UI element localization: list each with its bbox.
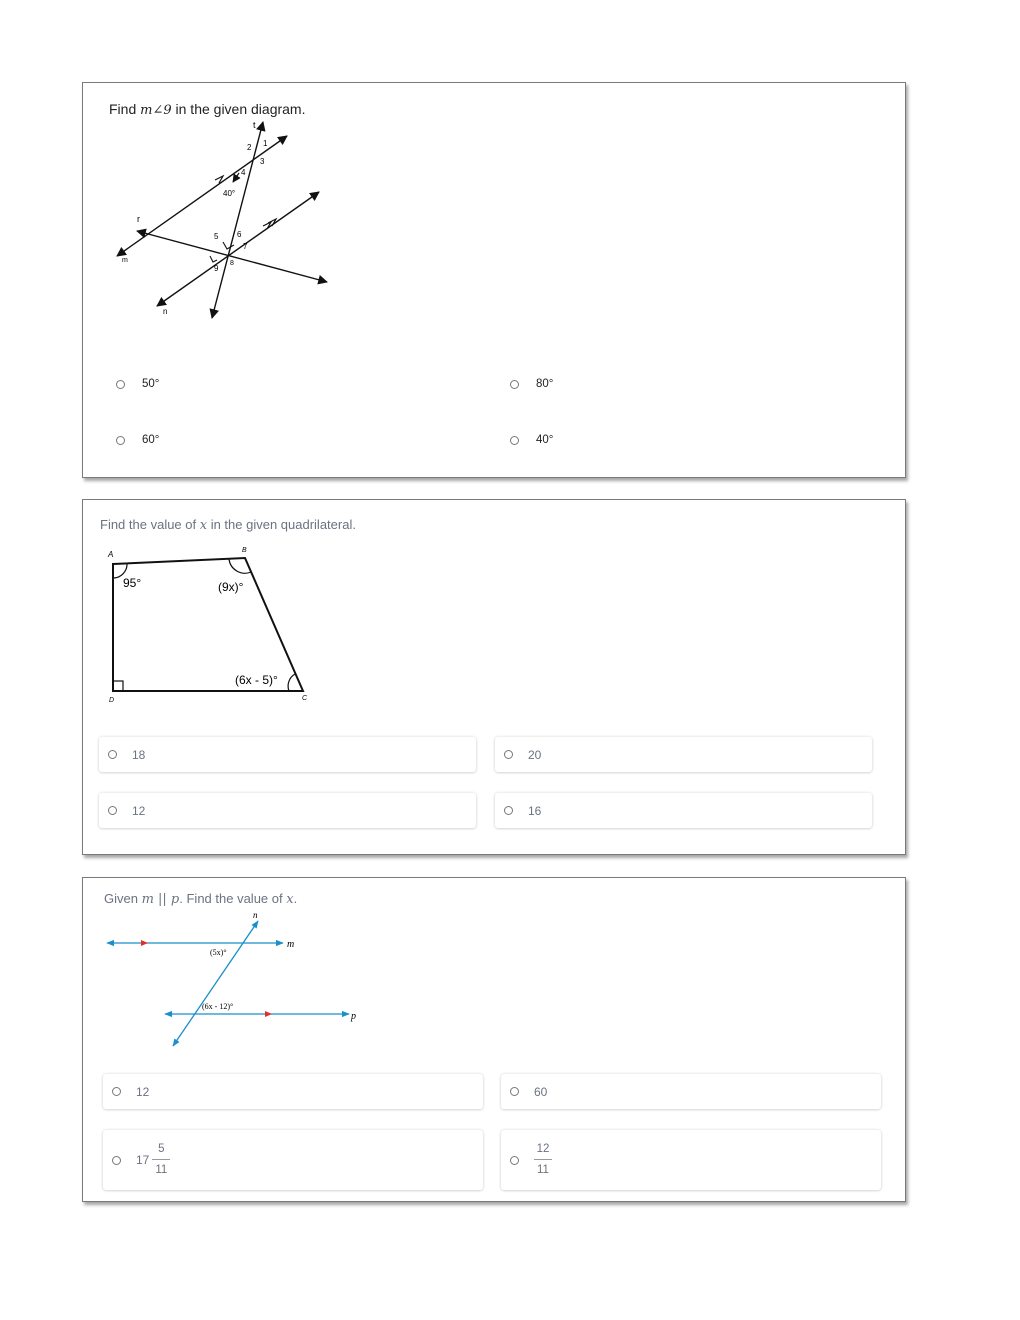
angle-a-label: 95° [123,576,142,590]
radio-button[interactable] [510,1156,519,1165]
angle-label-5: 5 [214,232,219,241]
angle-label-6: 6 [237,230,242,239]
angle-bottom-label: (6x - 12)° [202,1002,234,1011]
angle-top-label: (5x)° [210,948,227,957]
line-label-t: t [253,120,256,130]
answer-option-a[interactable] [116,378,159,390]
radio-button[interactable] [504,750,513,759]
question-prompt: Given m || p. Find the value of x. [104,891,298,907]
mixed-whole: 17 [136,1153,150,1167]
question-prompt: Find the value of x in the given quadrilateral. [100,517,356,533]
line-label-m: m [122,257,128,264]
angle-b-label: (9x)° [218,580,244,594]
answer-option-b[interactable] [501,1074,881,1109]
answer-option-d[interactable] [501,1130,881,1190]
line-label-n: n [253,910,258,920]
mixed-number [136,1144,170,1177]
question-prompt: Find m∠9 in the given diagram. [109,101,306,118]
radio-button[interactable] [108,806,117,815]
option-label: 60° [142,434,160,446]
answer-option-c[interactable] [103,1130,483,1190]
option-label: 12 [136,1084,150,1099]
radio-button[interactable] [510,1087,519,1096]
fraction-denominator: 11 [537,1164,549,1176]
parallel-lines-transversal-diagram [103,908,363,1053]
angle-label-1: 1 [263,139,268,148]
angle-label-8: 8 [230,260,234,267]
answer-option-c[interactable] [99,793,476,828]
quadrilateral-diagram [103,548,323,708]
angle-label-2: 2 [247,143,252,152]
angle-label-7: 7 [243,242,248,251]
angle-label-9: 9 [214,264,219,273]
answer-option-a[interactable] [103,1074,483,1109]
fraction [152,1144,170,1177]
answer-option-c[interactable] [116,434,159,446]
line-label-p: p [351,1011,356,1022]
fraction-bar [534,1159,552,1160]
angle-c-label: (6x - 5)° [235,673,278,687]
radio-button[interactable] [112,1156,121,1165]
radio-button[interactable] [116,380,125,389]
answer-option-a[interactable] [99,737,476,772]
radio-button[interactable] [112,1087,121,1096]
question-card-2 [82,499,906,855]
fraction-bar [152,1159,170,1160]
option-label: 40° [536,434,554,446]
line-label-n: n [163,307,168,316]
angle-label-3: 3 [260,157,265,166]
question-card-3 [82,877,906,1202]
answer-option-d[interactable] [495,793,872,828]
vertex-c: C [302,695,308,702]
line-label-r: r [137,214,140,224]
radio-button[interactable] [510,436,519,445]
option-label: 80° [536,378,554,390]
vertex-b: B [242,547,247,554]
fraction-denominator: 11 [155,1164,168,1176]
vertex-d: D [109,697,115,704]
fraction [534,1144,552,1177]
answer-option-b[interactable] [510,378,553,390]
radio-button[interactable] [504,806,513,815]
fraction-numerator: 5 [158,1142,165,1155]
radio-button[interactable] [116,436,125,445]
option-label: 12 [132,803,146,818]
option-label: 16 [528,803,542,818]
option-label: 18 [132,747,146,762]
radio-button[interactable] [510,380,519,389]
answer-option-b[interactable] [495,737,872,772]
parallel-lines-diagram [113,118,333,328]
option-label: 20 [528,747,542,762]
vertex-a: A [108,550,114,559]
option-label: 60 [534,1084,548,1099]
option-label: 50° [142,378,160,390]
question-card-1 [82,82,906,478]
fraction-numerator: 12 [536,1142,550,1155]
answer-option-d[interactable] [510,434,553,446]
given-angle-40: 40° [223,189,236,198]
angle-label-4: 4 [241,168,246,177]
line-label-m: m [287,939,295,950]
radio-button[interactable] [108,750,117,759]
